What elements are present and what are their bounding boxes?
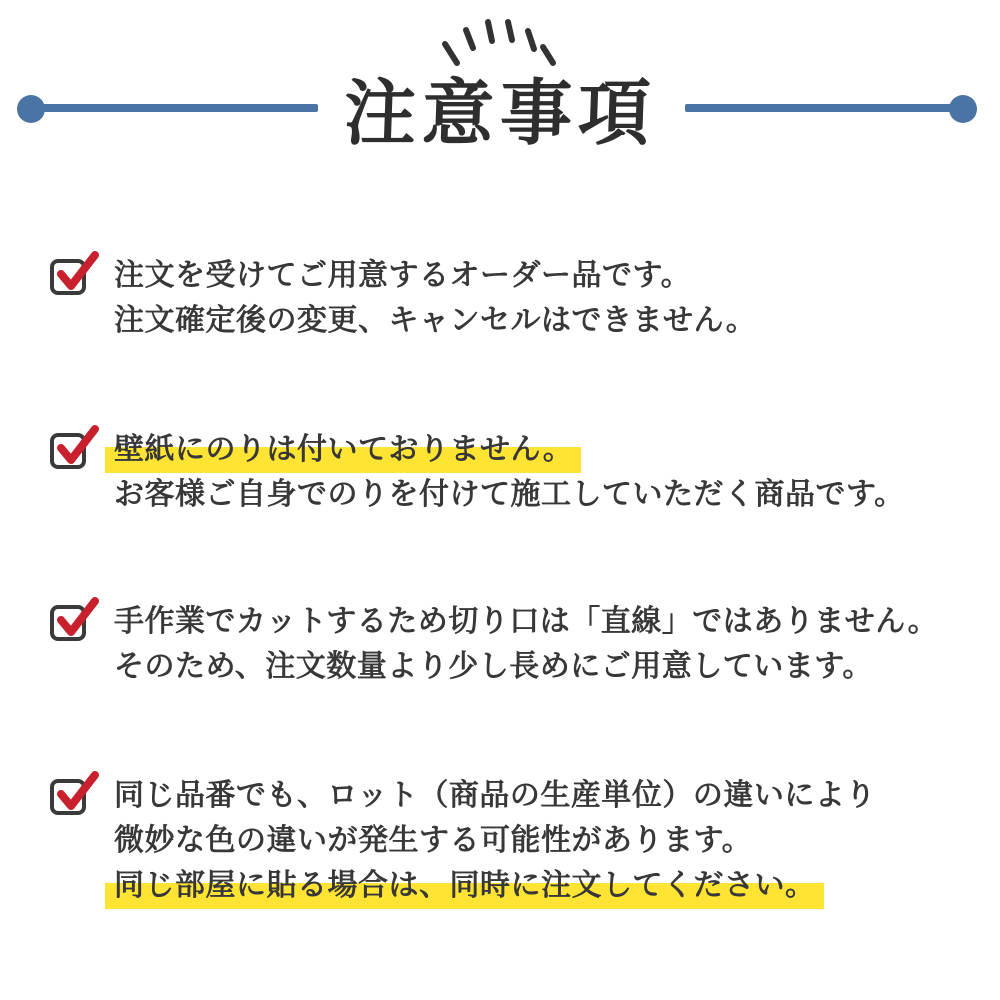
notice-line [114,427,905,472]
notice-text [114,427,905,517]
checkbox-icon [50,605,86,641]
notice-line: 注文確定後の変更、キャンセルはできません。 [114,304,757,337]
checkmark-icon [54,594,102,642]
burst-rays-icon [435,18,561,72]
notice-text [114,599,938,689]
header [0,0,1000,200]
notice-item [50,773,876,908]
checkbox-icon [50,259,86,295]
notice-item [50,427,905,517]
notice-line: 注文を受けてご用意するオーダー品です。 [114,259,692,292]
divider-line-right [685,104,957,112]
checkbox-icon [50,433,86,469]
divider-dot-right [949,95,977,123]
checkbox-icon [50,779,86,815]
notice-item [50,599,938,689]
notice-line: 微妙な色の違いが発生する可能性があります。 [114,824,753,857]
notice-line: そのため、注文数量より少し長めにご用意しています。 [114,650,873,683]
checkmark-icon [54,422,102,470]
notice-line [114,863,876,908]
checkmark-icon [54,768,102,816]
checkmark-icon [54,248,102,296]
notice-line: 手作業でカットするため切り口は「直線」ではありません。 [114,605,939,638]
notice-line: お客様ご自身でのりを付けて施工していただく商品です。 [114,478,905,511]
highlight-text: 壁紙にのりは付いておりません。 [105,433,581,473]
page-title: 注意事項 [342,74,658,154]
notice-text [114,773,876,908]
notice-text [114,253,756,343]
highlight-text: 同じ部屋に貼る場合は、同時に注文してください。 [105,869,824,909]
notice-item [50,253,756,343]
notice-line: 同じ品番でも、ロット（商品の生産単位）の違いにより [114,779,876,812]
